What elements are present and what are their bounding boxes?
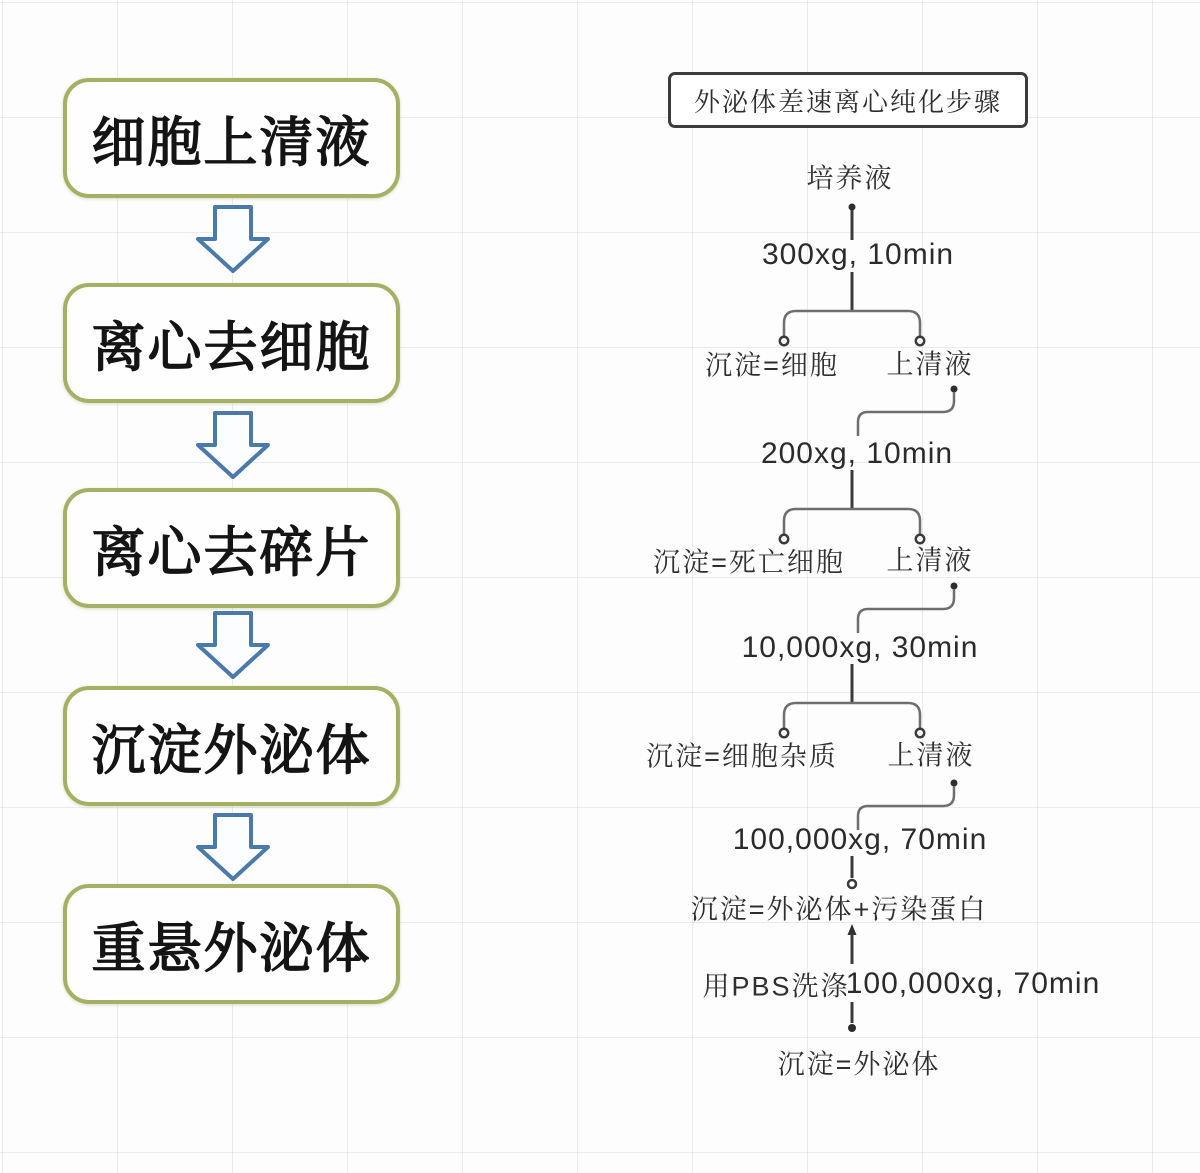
diagram-title: 外泌体差速离心纯化步骤 — [668, 72, 1028, 128]
wash-condition: 100,000xg, 70min — [845, 967, 1101, 1000]
flow-box-centrifuge-remove-cells: 离心去细胞 — [63, 283, 400, 403]
down-block-arrow-icon — [195, 411, 271, 479]
flow-box-pellet-exosome: 沉淀外泌体 — [63, 686, 400, 806]
flow-box-centrifuge-remove-debris: 离心去碎片 — [63, 488, 400, 608]
down-dot-connector-icon — [845, 1002, 859, 1034]
supernatant-label-3: 上清液 — [887, 740, 975, 771]
flow-box-cell-supernatant: 细胞上清液 — [63, 78, 400, 198]
s-connector — [848, 384, 964, 436]
pellet-label-final: 沉淀=外泌体+污染蛋白 — [690, 894, 988, 925]
branch-bracket — [776, 272, 928, 350]
branch-bracket — [776, 470, 928, 548]
supernatant-label-1: 上清液 — [886, 349, 974, 380]
pellet-label-2: 沉淀=死亡细胞 — [653, 547, 845, 578]
spin-condition-2: 200xg, 10min — [760, 437, 954, 470]
pellet-label-3: 沉淀=细胞杂质 — [646, 741, 838, 772]
down-block-arrow-icon — [195, 611, 271, 679]
branch-bracket — [776, 664, 928, 742]
s-connector — [848, 581, 964, 633]
down-block-arrow-icon — [195, 813, 271, 881]
spin-condition-final: 100,000xg, 70min — [732, 823, 988, 856]
down-block-arrow-icon — [195, 205, 271, 273]
spin-condition-3: 10,000xg, 30min — [741, 631, 979, 664]
supernatant-label-2: 上清液 — [886, 545, 974, 576]
spin-condition-1: 300xg, 10min — [761, 238, 955, 271]
result-label: 沉淀=外泌体 — [777, 1049, 941, 1080]
source-label: 培养液 — [806, 163, 894, 194]
flow-box-resuspend-exosome: 重悬外泌体 — [63, 884, 400, 1004]
up-arrow-connector-icon — [845, 924, 859, 964]
wash-label: 用PBS洗涤 — [702, 971, 850, 1002]
up-dot-connector-icon — [845, 202, 859, 240]
pellet-label-1: 沉淀=细胞 — [705, 350, 839, 381]
